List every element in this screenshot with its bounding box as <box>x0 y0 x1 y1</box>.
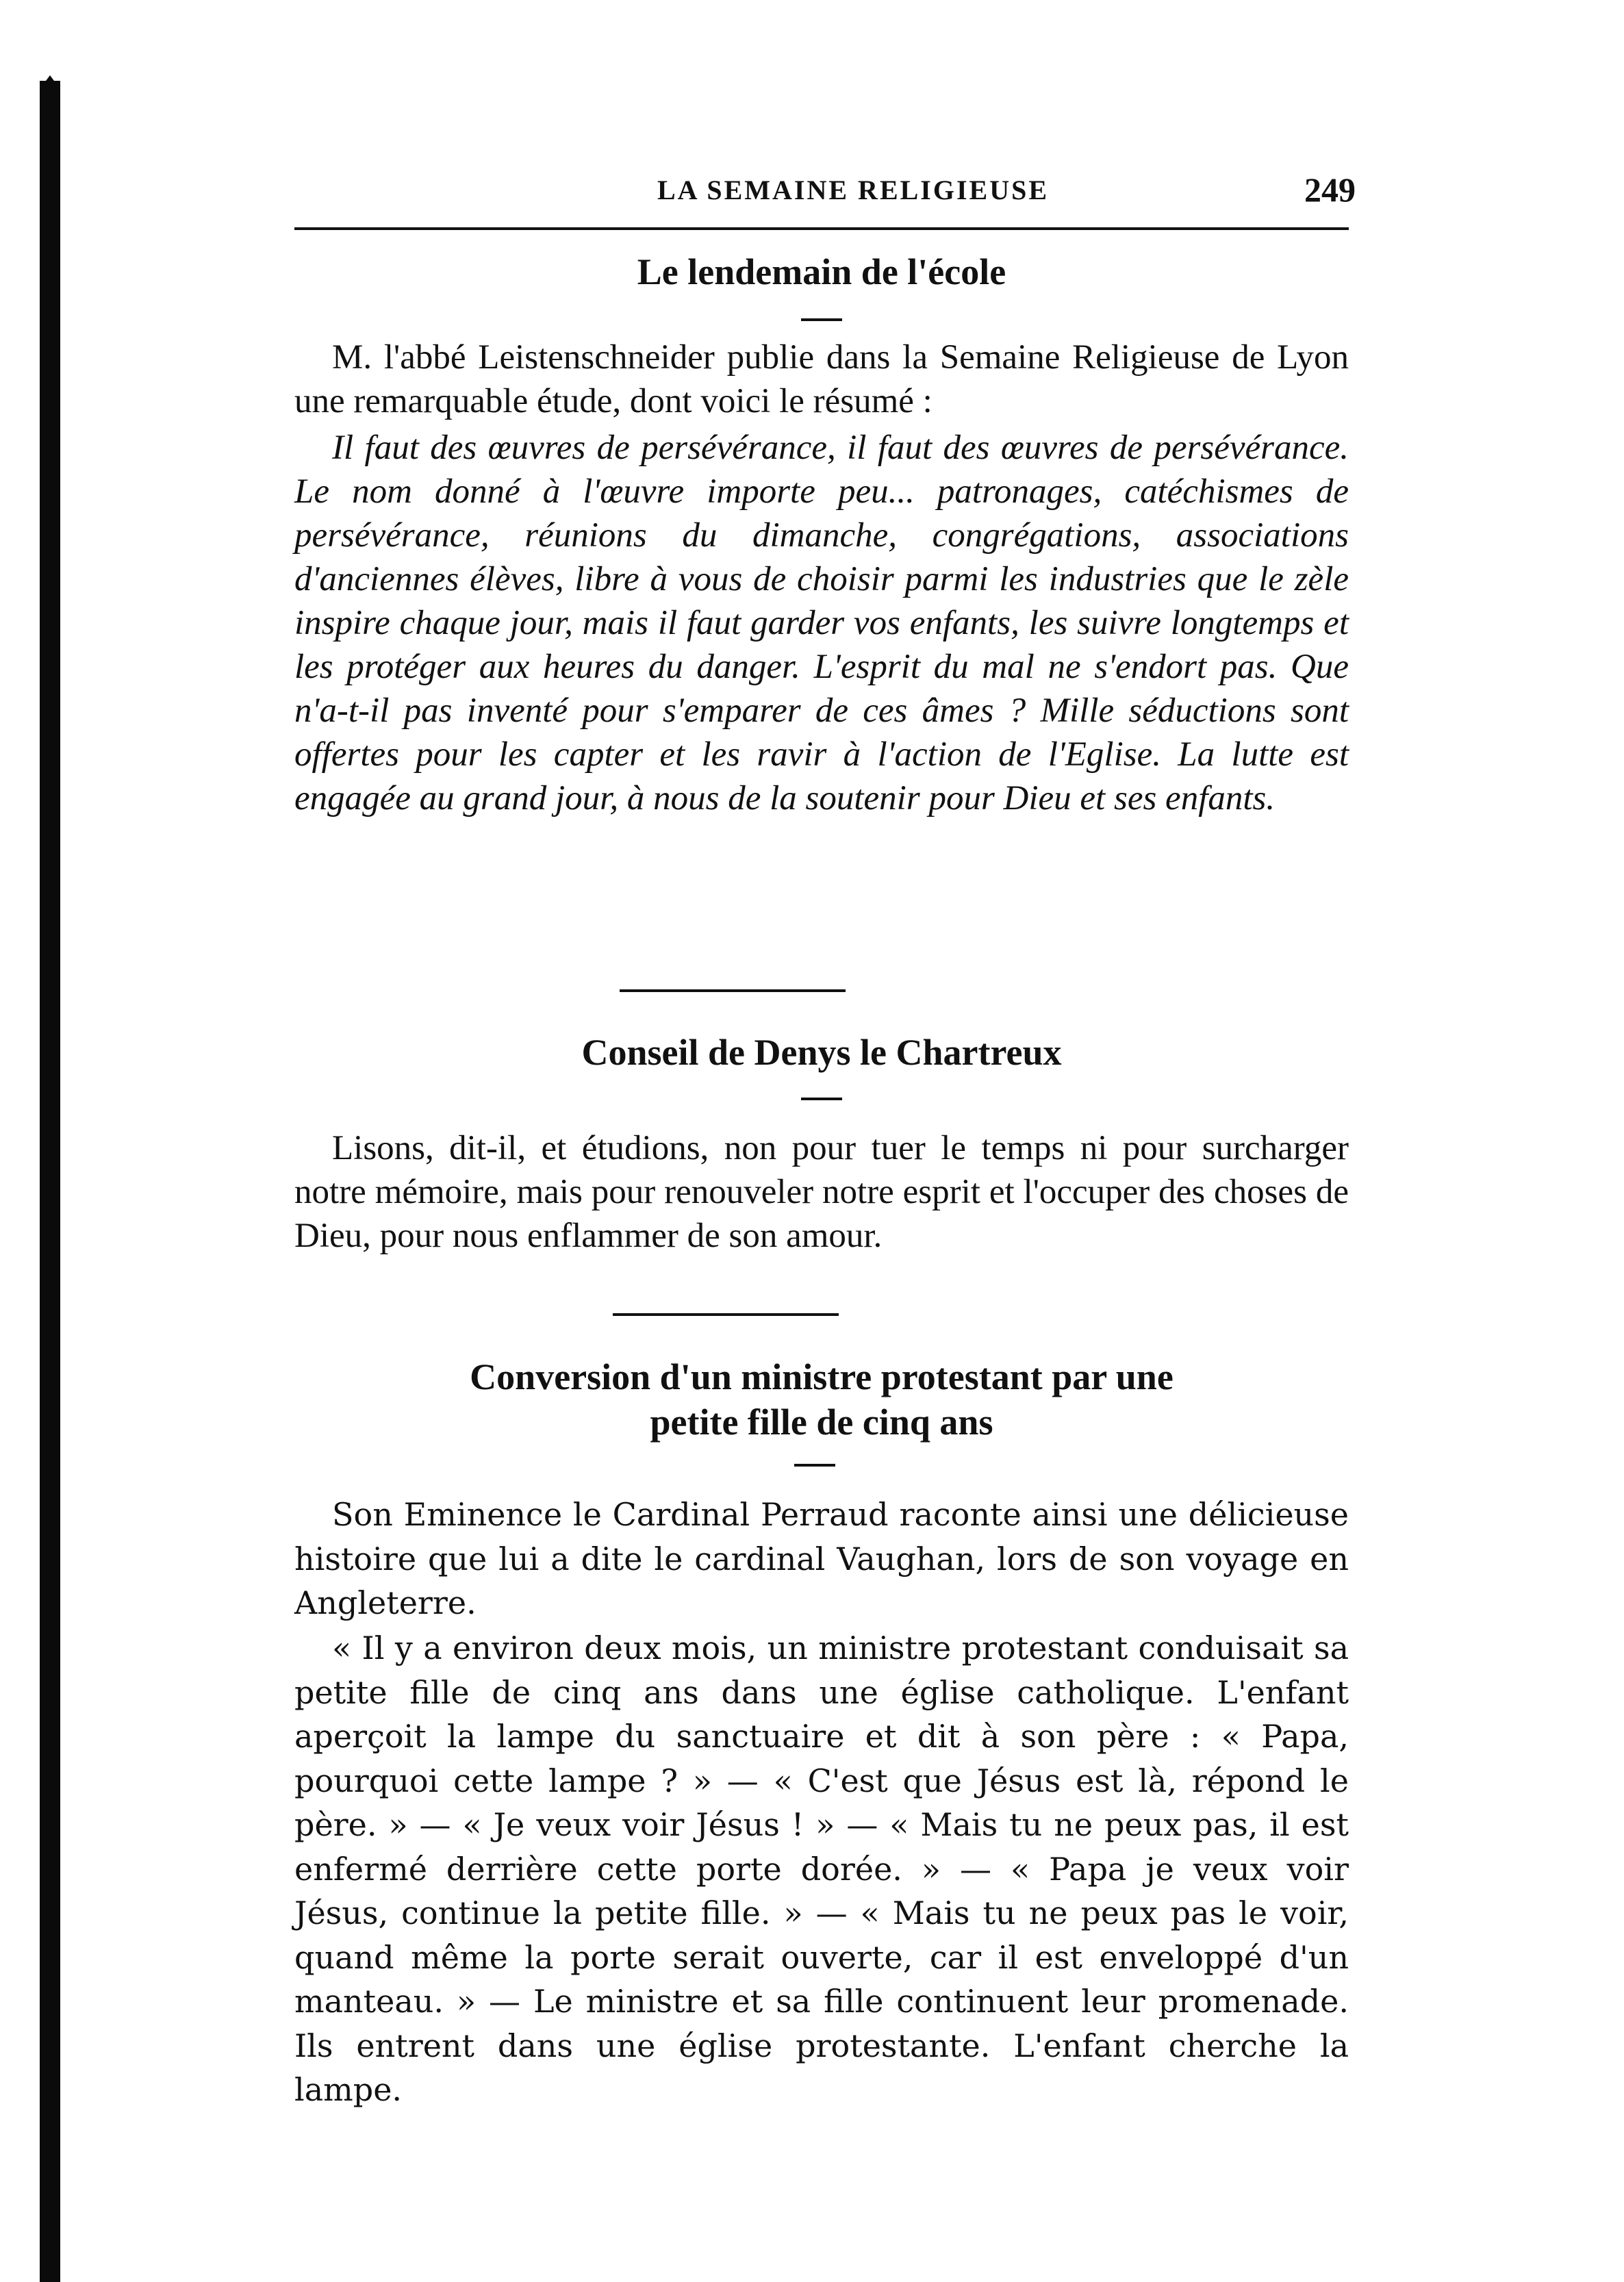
title-dash <box>794 1464 835 1467</box>
section-separator <box>620 989 846 992</box>
page-number: 249 <box>1304 170 1356 209</box>
header-rule <box>294 227 1349 230</box>
page-header <box>288 170 1356 218</box>
title-dash <box>801 1098 842 1100</box>
section-separator <box>613 1313 839 1316</box>
paragraph-conversion-intro: Son Eminence le Cardinal Perraud raconte ainsi une délicieuse histoire que lui a dite le cardinal Vaughan, lors de son voyage en Angleterre. <box>294 1496 1349 1621</box>
title-dash <box>801 318 842 321</box>
paragraph-quote: Il faut des œuvres de persévérance, il faut des œuvres de persévérance. Le nom donné à l'œuvre importe peu... patronages, catéchismes de persévérance, réunions du dimanche, congrégations, associations d'anciennes élèves, libre à vous de choisir parmi les industries que le zèle inspire chaque jour, mais il faut garder vos enfants, les suivre longtemps et les protéger aux heures du danger. L'esprit du mal ne s'endort pas. Que n'a-t-il pas inventé pour s'emparer de ces âmes ? Mille séductions sont offertes pour les capter et les ravir à l'action de l'Eglise. La lutte est engagée au grand jour, à nous de la soutenir pour Dieu et ses enfants. <box>294 429 1349 817</box>
book-spine-shadow <box>40 81 60 2282</box>
section-title-conseil: Conseil de Denys le Chartreux <box>581 1032 1062 1073</box>
section-title-conversion-line1: Conversion d'un ministre protestant par une <box>470 1356 1173 1397</box>
paragraph-intro: M. l'abbé Leistenschneider publie dans la Semaine Religieuse de Lyon une remarquable étude, dont voici le résumé : <box>294 338 1349 420</box>
running-title: LA SEMAINE RELIGIEUSE <box>657 175 1050 205</box>
section-title-lendemain: Le lendemain de l'école <box>637 251 1006 292</box>
paragraph-conseil: Lisons, dit-il, et étudions, non pour tuer le temps ni pour surcharger notre mémoire, mais pour renouveler notre esprit et l'occuper des choses de Dieu, pour nous enflammer de son amour. <box>294 1129 1349 1255</box>
paragraph-conversion-story: « Il y a environ deux mois, un ministre protestant conduisait sa petite fille de cinq ans dans une église catholique. L'enfant aperçoit la lampe du sanctuaire et dit à son père : « Papa, pourquoi cette lampe ? » — « C'est que Jésus est là, répond le père. » — « Je veux voir Jésus ! » — « Mais tu ne peux pas, il est enfermé derrière cette porte dorée. » — « Papa je veux voir Jésus, continue la petite fille. » — « Mais tu ne peux pas le voir, quand même la porte serait ouverte, car il est enveloppé d'un manteau. » — Le ministre et sa fille continuent leur promenade. Ils entrent dans une église protestante. L'enfant cherche la lampe. <box>294 1630 1349 2108</box>
section-title-conversion-line2: petite fille de cinq ans <box>650 1402 993 1443</box>
